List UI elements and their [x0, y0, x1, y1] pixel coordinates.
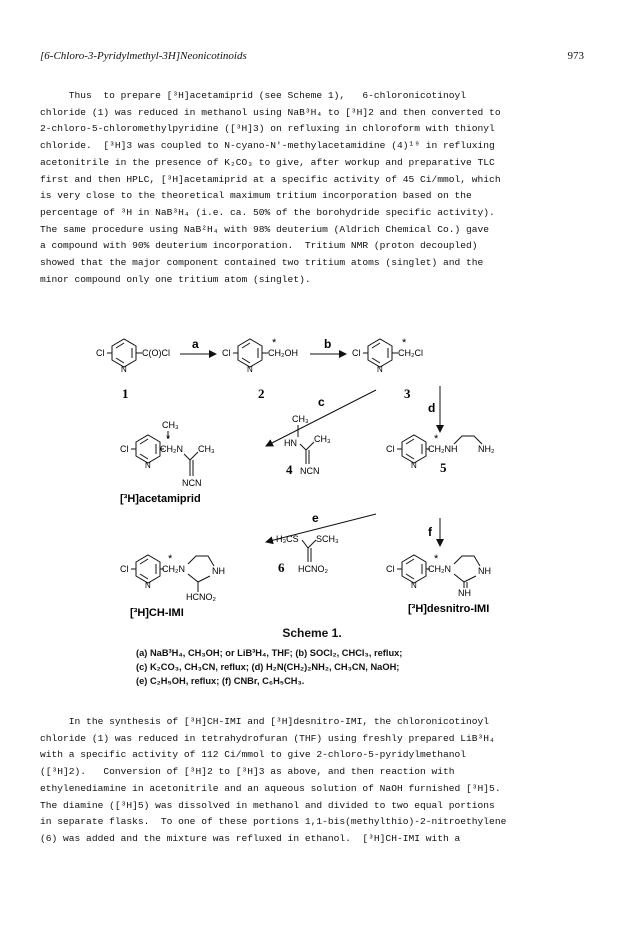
- paragraph-acetamiprid-synthesis: [40, 88, 584, 288]
- text-line: 2-chloro-5-chloromethylpyridine ([³H]3) on refluxing in chloroform with thionyl: [40, 123, 495, 135]
- svg-text:4: 4: [286, 462, 293, 477]
- svg-text:CH₂N: CH₂N: [160, 444, 183, 454]
- arrow-label-a: a: [192, 337, 199, 351]
- svg-text:HN: HN: [284, 438, 297, 448]
- svg-text:CH₂N: CH₂N: [428, 564, 451, 574]
- text-line: a compound with 90% deuterium incorporation. Tritium NMR (proton decoupled): [40, 240, 478, 252]
- running-title: [6-Chloro-3-Pyridylmethyl-3H]Neonicotinoids: [40, 50, 247, 62]
- svg-text:Cl: Cl: [352, 348, 361, 358]
- text-line: showed that the major component contained two tritium atoms (singlet) and the: [40, 257, 484, 269]
- svg-text:CH₃: CH₃: [198, 444, 215, 454]
- svg-text:HCNO₂: HCNO₂: [186, 592, 216, 602]
- acyl-chloride-group: C(O)Cl: [142, 348, 170, 358]
- compound-3: [352, 337, 423, 401]
- text-line: minor compound only one tritium atom (singlet).: [40, 273, 311, 285]
- svg-text:N: N: [145, 461, 151, 470]
- arrow-label-b: b: [324, 337, 332, 351]
- svg-text:*: *: [166, 433, 171, 445]
- acetamiprid-structure: [120, 420, 215, 505]
- svg-text:*: *: [434, 433, 439, 445]
- scheme-caption: Scheme 1.: [282, 626, 342, 640]
- svg-text:CH₃: CH₃: [162, 420, 179, 430]
- svg-text:HCNO₂: HCNO₂: [298, 564, 328, 574]
- svg-text:Cl: Cl: [120, 564, 129, 574]
- svg-text:6: 6: [278, 560, 285, 575]
- svg-text:CH₃: CH₃: [292, 414, 309, 424]
- text-line: chloride (1) was reduced in tetrahydrofuran (THF) using freshly prepared LiB³H₄: [40, 732, 495, 744]
- arrow-label-d: d: [428, 401, 436, 415]
- svg-text:N: N: [411, 581, 417, 590]
- svg-text:N: N: [377, 365, 383, 374]
- running-header: [40, 50, 584, 62]
- paragraph-ch-imi-synthesis: [40, 714, 584, 848]
- text-line: chloride (1) was reduced in methanol using NaB³H₄ to [³H]2 and then converted to: [40, 106, 501, 118]
- scheme-1-diagram: [40, 336, 584, 626]
- svg-text:Cl: Cl: [222, 348, 231, 358]
- svg-text:H₃CS: H₃CS: [276, 534, 299, 544]
- svg-text:SCH₃: SCH₃: [316, 534, 339, 544]
- svg-text:NCN: NCN: [300, 466, 320, 476]
- svg-text:*: *: [434, 553, 439, 565]
- svg-text:CH₃: CH₃: [314, 434, 331, 444]
- svg-text:Cl: Cl: [386, 444, 395, 454]
- svg-text:NCN: NCN: [182, 478, 202, 488]
- text-line: Thus to prepare [³H]acetamiprid (see Scheme 1), 6-chloronicotinoyl: [40, 90, 467, 101]
- label-ch-imi: [³H]CH-IMI: [130, 607, 184, 619]
- text-line: with a specific activity of 112 Ci/mmol to give 2-chloro-5-pyridylmethanol: [40, 749, 467, 761]
- scheme-conditions: [136, 646, 556, 688]
- ch-imi-structure: [120, 553, 225, 619]
- svg-text:CH₂NH: CH₂NH: [428, 444, 458, 454]
- text-line: percentage of ³H in NaB³H₄ (i.e. ca. 50% of the borohydride specific activity).: [40, 206, 495, 218]
- svg-text:N: N: [247, 365, 253, 374]
- text-line: first and then HPLC, [³H]acetamiprid at a specific activity of 45 Ci/mmol, which: [40, 173, 501, 185]
- compound-2: [222, 337, 298, 401]
- svg-text:*: *: [168, 553, 173, 565]
- svg-text:2: 2: [258, 386, 265, 401]
- svg-text:*: *: [402, 337, 407, 349]
- ring-nitrogen: N: [121, 365, 127, 374]
- chloromethyl-group: CH₂Cl: [398, 348, 423, 358]
- compound-1: [96, 339, 170, 401]
- arrow-label-e: e: [312, 511, 319, 525]
- conditions-line-1: (a) NaB³H₄, CH₃OH; or LiB³H₄, THF; (b) SOCl₂, CHCl₃, reflux;: [136, 648, 403, 658]
- svg-text:CH₂N: CH₂N: [162, 564, 185, 574]
- svg-text:NH₂: NH₂: [478, 444, 495, 454]
- conditions-line-2: (c) K₂CO₃, CH₃CN, reflux; (d) H₂N(CH₂)₂NH₂, CH₃CN, NaOH;: [136, 662, 400, 672]
- text-line: In the synthesis of [³H]CH-IMI and [³H]desnitro-IMI, the chloronicotinoyl: [40, 716, 490, 727]
- svg-text:NH: NH: [458, 588, 471, 598]
- desnitro-imi-structure: [386, 553, 491, 615]
- page-number: 973: [567, 50, 584, 62]
- reagent-4: [284, 414, 331, 477]
- label-acetamiprid: [³H]acetamiprid: [120, 493, 201, 505]
- svg-text:Cl: Cl: [386, 564, 395, 574]
- hydroxymethyl-group: CH₂OH: [268, 348, 298, 358]
- text-line: chloride. [³H]3 was coupled to N-cyano-N'-methylacetamidine (4)¹⁹ in refluxing: [40, 140, 495, 152]
- conditions-line-3: (e) C₂H₅OH, reflux; (f) CNBr, C₆H₅CH₃.: [136, 676, 305, 686]
- text-line: (6) was added and the mixture was refluxed in ethanol. [³H]CH-IMI with a: [40, 832, 461, 844]
- text-line: in separate flasks. To one of these portions 1,1-bis(methylthio)-2-nitroethylene: [40, 816, 507, 828]
- svg-text:Cl: Cl: [120, 444, 129, 454]
- compound-number-1: 1: [122, 386, 129, 401]
- svg-text:NH: NH: [212, 566, 225, 576]
- svg-text:NH: NH: [478, 566, 491, 576]
- label-desnitro-imi: [³H]desnitro-IMI: [408, 603, 490, 615]
- arrow-label-c: c: [318, 395, 325, 409]
- text-line: is very close to the theoretical maximum tritium incorporation based on the: [40, 190, 472, 202]
- svg-text:N: N: [145, 581, 151, 590]
- text-line: acetonitrile in the presence of K₂CO₃ to give, after workup and preparative TLC: [40, 156, 495, 168]
- tritium-star: *: [272, 337, 277, 349]
- svg-text:3: 3: [404, 386, 411, 401]
- text-line: ([³H]2). Conversion of [³H]2 to [³H]3 as above, and then reaction with: [40, 766, 455, 778]
- text-line: The same procedure using NaB²H₄ with 98% deuterium (Aldrich Chemical Co.) gave: [40, 223, 490, 235]
- svg-text:5: 5: [440, 460, 447, 475]
- reagent-6: [276, 534, 339, 575]
- chloro-group: Cl: [96, 348, 105, 358]
- arrow-label-f: f: [428, 525, 432, 539]
- svg-text:N: N: [411, 461, 417, 470]
- compound-5: [386, 433, 495, 475]
- text-line: The diamine ([³H]5) was dissolved in methanol and divided to two equal portions: [40, 799, 495, 811]
- text-line: ethylenediamine in acetonitrile and an aqueous solution of NaOH furnished [³H]5.: [40, 782, 501, 794]
